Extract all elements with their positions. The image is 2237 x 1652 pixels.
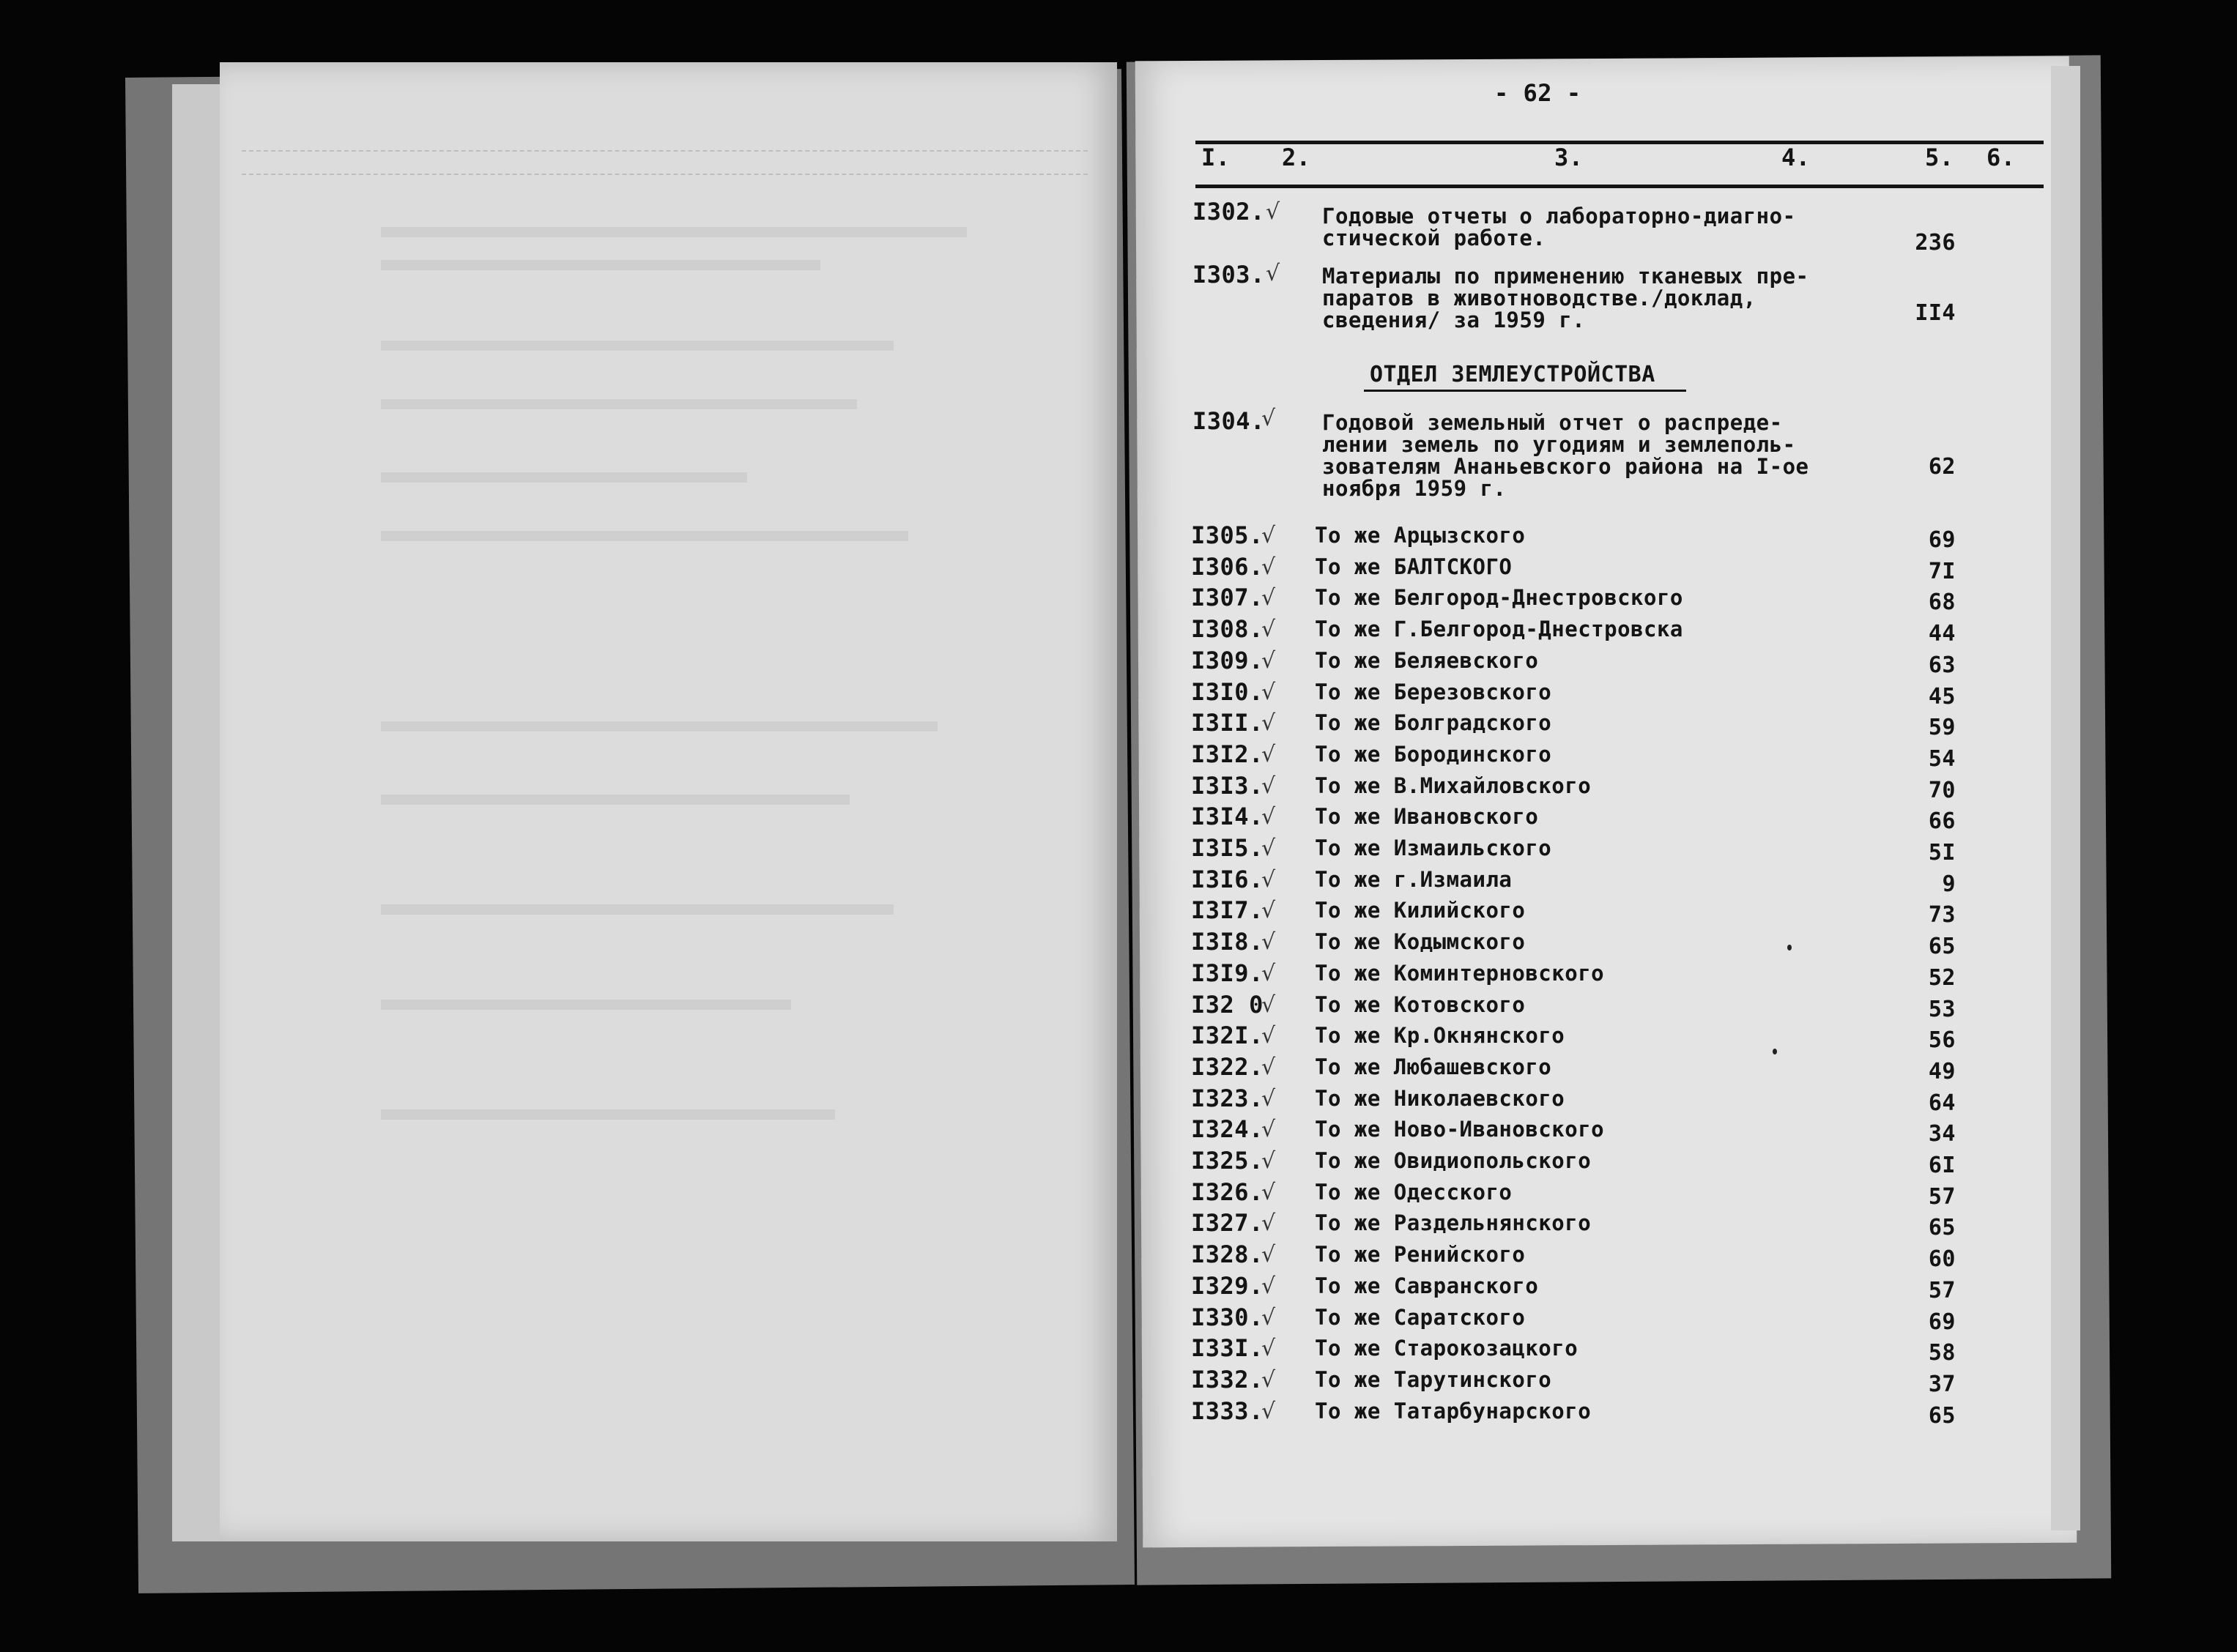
check-mark: √ — [1261, 1367, 1276, 1393]
check-mark: √ — [1261, 1242, 1276, 1268]
entry-value: 70 — [1928, 778, 1956, 803]
section-underline — [1364, 390, 1686, 392]
entry-description: лении земель по угодиям и землеполь- — [1322, 432, 1796, 457]
bleed-through — [381, 531, 908, 541]
entry-description: То же БАЛТСКОГО — [1315, 554, 1513, 579]
column-header: 6. — [1986, 144, 2016, 171]
check-mark: √ — [1261, 804, 1276, 830]
entry-description: сведения/ за 1959 г. — [1322, 308, 1586, 332]
bleed-through — [381, 399, 857, 409]
check-mark: √ — [1261, 1023, 1276, 1049]
entry-description: То же Тарутинского — [1315, 1367, 1552, 1392]
check-mark: √ — [1261, 1054, 1276, 1080]
check-mark: √ — [1261, 742, 1276, 767]
entry-value: 64 — [1928, 1090, 1956, 1116]
entry-description: То же Ново-Ивановского — [1315, 1117, 1605, 1142]
entry-number: I32 0 — [1191, 991, 1264, 1019]
entry-value: 49 — [1928, 1059, 1956, 1084]
entry-description: То же В.Михайловского — [1315, 773, 1592, 798]
check-mark: √ — [1261, 1117, 1276, 1142]
entry-number: I3I8. — [1191, 928, 1264, 956]
entry-number: I330. — [1191, 1303, 1264, 1331]
entry-number: I324. — [1191, 1115, 1264, 1143]
entry-description: То же Котовского — [1315, 992, 1526, 1017]
check-mark: √ — [1266, 261, 1280, 286]
ink-dot — [1773, 1049, 1777, 1054]
entry-value: 65 — [1928, 1403, 1956, 1429]
entry-description: То же Татарбунарского — [1315, 1399, 1592, 1424]
entry-value: 53 — [1928, 997, 1956, 1022]
check-mark: √ — [1261, 710, 1276, 736]
entry-number: I3I0. — [1191, 678, 1264, 706]
entry-description: То же Савранского — [1315, 1273, 1539, 1298]
check-mark: √ — [1261, 554, 1276, 580]
entry-number: I308. — [1191, 615, 1264, 643]
entry-number: I302. — [1192, 198, 1265, 226]
ruled-line — [242, 150, 1088, 152]
entry-number: I333. — [1191, 1397, 1264, 1425]
check-mark: √ — [1261, 406, 1276, 431]
entry-number: I332. — [1191, 1366, 1264, 1394]
page-number: - 62 - — [1494, 79, 1581, 107]
entry-value: 58 — [1928, 1340, 1956, 1366]
entry-number: I326. — [1191, 1178, 1264, 1206]
entry-number: I327. — [1191, 1209, 1264, 1237]
ink-dot — [1787, 945, 1792, 950]
bleed-through — [381, 904, 894, 915]
entry-description: То же Г.Белгород-Днестровска — [1315, 617, 1683, 641]
entry-value: 7I — [1928, 559, 1956, 584]
entry-description: стической работе. — [1322, 226, 1546, 250]
entry-value: 5I — [1928, 840, 1956, 866]
entry-value: 52 — [1928, 965, 1956, 991]
entry-value: 60 — [1928, 1246, 1956, 1272]
entry-value: 6I — [1928, 1153, 1956, 1178]
check-mark: √ — [1261, 1273, 1276, 1299]
entry-description: ноября 1959 г. — [1322, 476, 1507, 501]
header-rule-top — [1195, 141, 2044, 144]
entry-description: То же Ивановского — [1315, 804, 1539, 829]
entry-number: I33I. — [1191, 1334, 1264, 1362]
entry-value: 68 — [1928, 589, 1956, 615]
entry-number: I32I. — [1191, 1022, 1264, 1049]
entry-number: I322. — [1191, 1053, 1264, 1081]
entry-value: 54 — [1928, 746, 1956, 772]
entry-number: I304. — [1192, 407, 1265, 435]
entry-description: То же Коминтерновского — [1315, 961, 1605, 986]
entry-number: I3I7. — [1191, 896, 1264, 924]
entry-description: То же Одесского — [1315, 1180, 1513, 1205]
left-page — [220, 62, 1117, 1541]
check-mark: √ — [1261, 1086, 1276, 1112]
check-mark: √ — [1261, 617, 1276, 642]
entry-description: То же г.Измаила — [1315, 867, 1513, 892]
ruled-line — [242, 174, 1088, 175]
entry-value: 56 — [1928, 1027, 1956, 1053]
entry-number: I3I9. — [1191, 959, 1264, 987]
bleed-through — [381, 341, 894, 351]
check-mark: √ — [1261, 1180, 1276, 1205]
entry-description: То же Арцызского — [1315, 523, 1526, 548]
bleed-through — [381, 795, 850, 805]
entry-description: То же Ренийского — [1315, 1242, 1526, 1267]
entry-value: 9 — [1942, 871, 1956, 897]
entry-number: I328. — [1191, 1240, 1264, 1268]
entry-number: I303. — [1192, 261, 1265, 289]
entry-value: 34 — [1928, 1121, 1956, 1147]
entry-description: То же Беляевского — [1315, 648, 1539, 673]
entry-description: То же Кр.Окнянского — [1315, 1023, 1565, 1048]
check-mark: √ — [1261, 1336, 1276, 1361]
entry-description: То же Кодымского — [1315, 929, 1526, 954]
entry-number: I309. — [1191, 647, 1264, 674]
entry-value: 45 — [1928, 684, 1956, 710]
entry-number: I3II. — [1191, 709, 1264, 737]
entry-number: I323. — [1191, 1084, 1264, 1112]
column-header: I. — [1201, 144, 1231, 171]
entry-description: То же Старокозацкого — [1315, 1336, 1578, 1361]
entry-description: То же Бородинского — [1315, 742, 1552, 767]
bleed-through — [381, 227, 967, 237]
entry-description: То же Овидиопольского — [1315, 1148, 1592, 1173]
entry-value: 57 — [1928, 1278, 1956, 1303]
entry-value: 65 — [1928, 934, 1956, 959]
check-mark: √ — [1266, 199, 1280, 225]
entry-value: 57 — [1928, 1184, 1956, 1210]
header-rule-bottom — [1195, 185, 2044, 188]
check-mark: √ — [1261, 1399, 1276, 1424]
check-mark: √ — [1261, 992, 1276, 1018]
check-mark: √ — [1261, 836, 1276, 861]
entry-description: Годовой земельный отчет о распреде- — [1322, 410, 1783, 435]
entry-description: То же Килийского — [1315, 898, 1526, 923]
check-mark: √ — [1261, 929, 1276, 955]
section-title: ОТДЕЛ ЗЕМЛЕУСТРОЙСТВА — [1370, 362, 1655, 387]
entry-value: 66 — [1928, 808, 1956, 834]
check-mark: √ — [1261, 680, 1276, 705]
bleed-through — [381, 721, 938, 732]
check-mark: √ — [1261, 1210, 1276, 1236]
entry-value: 59 — [1928, 715, 1956, 740]
check-mark: √ — [1261, 585, 1276, 611]
check-mark: √ — [1261, 867, 1276, 893]
entry-description: паратов в животноводстве./доклад, — [1322, 286, 1756, 310]
entry-description: То же Николаевского — [1315, 1086, 1565, 1111]
entry-description: Годовые отчеты о лабораторно-диагно- — [1322, 204, 1796, 228]
check-mark: √ — [1261, 898, 1276, 923]
entry-value: 69 — [1928, 527, 1956, 553]
entry-description: То же Саратского — [1315, 1305, 1526, 1330]
entry-value: 65 — [1928, 1215, 1956, 1240]
entry-value: 73 — [1928, 902, 1956, 928]
column-header: 4. — [1781, 144, 1811, 171]
entry-number: I329. — [1191, 1272, 1264, 1300]
entry-value: 62 — [1928, 454, 1956, 480]
check-mark: √ — [1261, 1305, 1276, 1331]
bleed-through — [381, 472, 747, 483]
entry-description: Материалы по применению тканевых пре- — [1322, 264, 1809, 289]
check-mark: √ — [1261, 1148, 1276, 1174]
entry-number: I306. — [1191, 553, 1264, 581]
entry-value: 44 — [1928, 621, 1956, 647]
entry-description: То же Болградского — [1315, 710, 1552, 735]
check-mark: √ — [1261, 961, 1276, 986]
entry-number: I3I3. — [1191, 772, 1264, 800]
column-header: 2. — [1282, 144, 1311, 171]
entry-value: II4 — [1915, 300, 1956, 326]
entry-number: I305. — [1191, 521, 1264, 549]
column-header: 5. — [1925, 144, 1954, 171]
entry-value: 69 — [1928, 1309, 1956, 1335]
entry-description: То же Измаильского — [1315, 836, 1552, 860]
entry-description: То же Раздельнянского — [1315, 1210, 1592, 1235]
entry-description: То же Любашевского — [1315, 1054, 1552, 1079]
right-page-edge — [2051, 66, 2080, 1530]
entry-description: зователям Ананьевского района на I-ое — [1322, 454, 1809, 479]
bleed-through — [381, 260, 820, 270]
entry-description: То же Березовского — [1315, 680, 1552, 704]
check-mark: √ — [1261, 773, 1276, 799]
bleed-through — [381, 1000, 791, 1010]
entry-description: То же Белгород-Днестровского — [1315, 585, 1683, 610]
entry-number: I3I2. — [1191, 740, 1264, 768]
column-header: 3. — [1554, 144, 1584, 171]
entry-number: I3I5. — [1191, 834, 1264, 862]
entry-number: I307. — [1191, 584, 1264, 611]
entry-value: 37 — [1928, 1372, 1956, 1397]
check-mark: √ — [1261, 648, 1276, 674]
entry-value: 63 — [1928, 652, 1956, 678]
entry-number: I3I4. — [1191, 803, 1264, 830]
check-mark: √ — [1261, 523, 1276, 548]
entry-number: I325. — [1191, 1147, 1264, 1175]
entry-number: I3I6. — [1191, 866, 1264, 893]
bleed-through — [381, 1109, 835, 1120]
entry-value: 236 — [1915, 230, 1956, 256]
